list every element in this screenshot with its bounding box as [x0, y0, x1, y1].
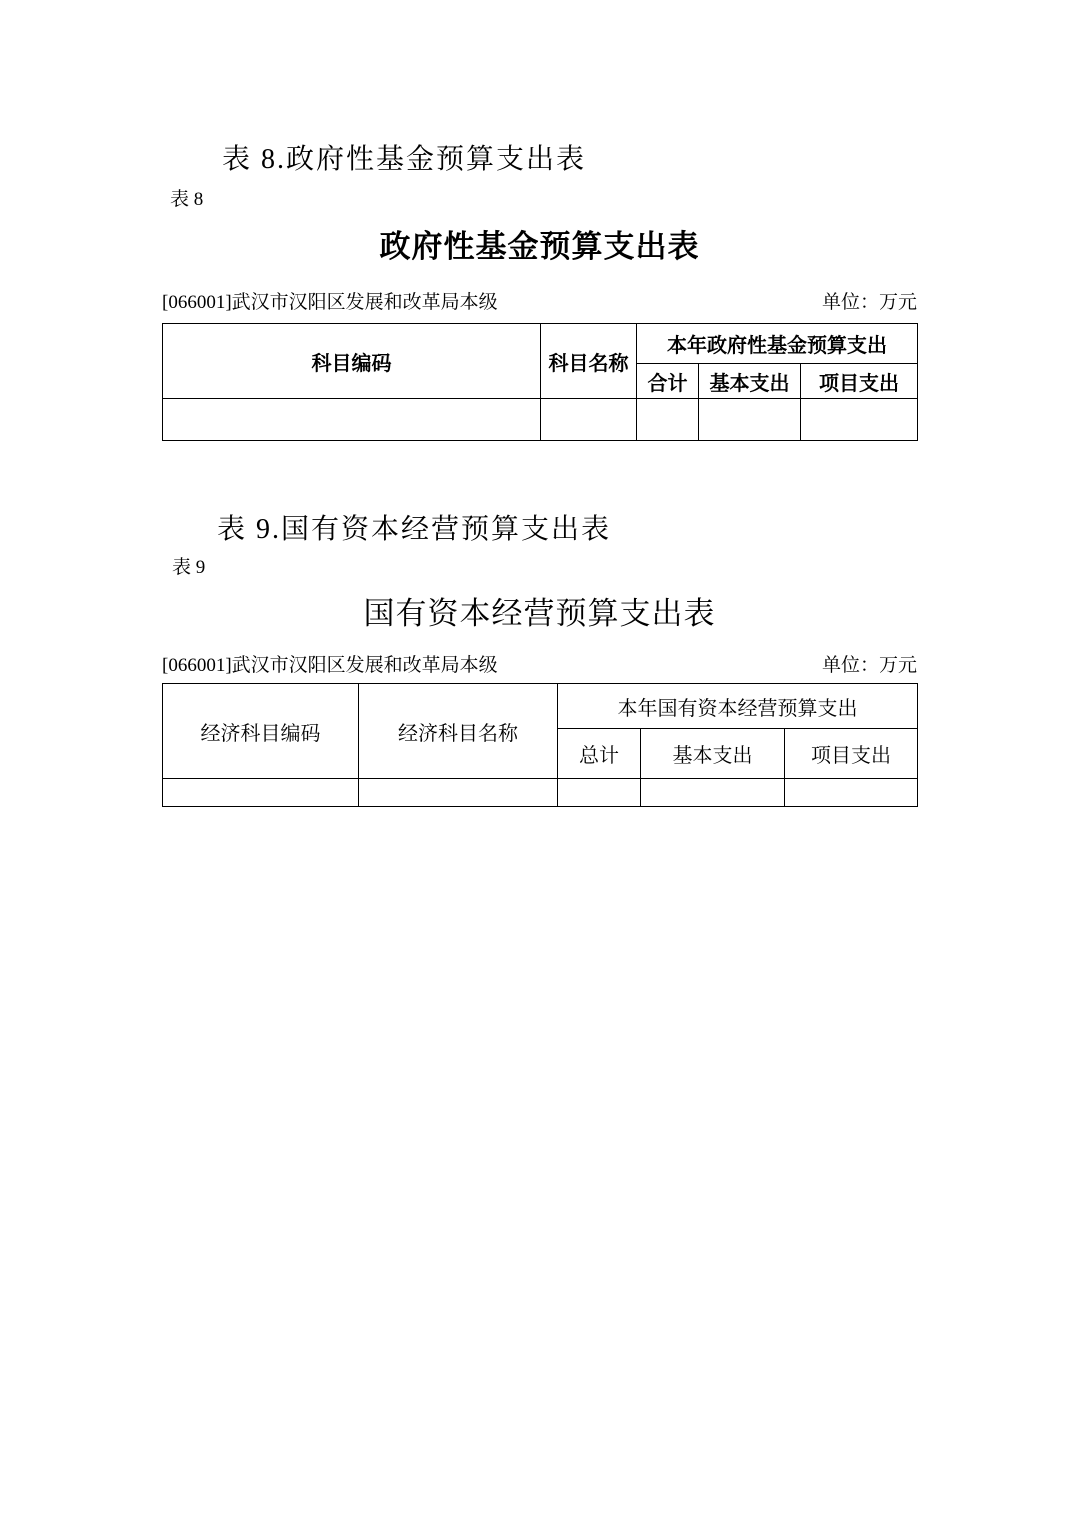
empty-data-cell [541, 399, 637, 441]
table-8-header-subject-name: 科目名称 [541, 324, 637, 399]
table-9-header-economic-subject-name: 经济科目名称 [359, 684, 558, 779]
table-9-header-group: 本年国有资本经营预算支出 [558, 684, 918, 729]
table-9-empty-data-row [163, 779, 918, 807]
empty-data-cell [359, 779, 558, 807]
empty-data-cell [637, 399, 699, 441]
table-8-org-name: [066001]武汉市汉阳区发展和改革局本级 [162, 292, 498, 313]
empty-data-cell [163, 779, 359, 807]
table-8-header-project-expenditure: 项目支出 [801, 364, 918, 399]
outline-heading-table-8: 表 8.政府性基金预算支出表 [222, 144, 587, 175]
table-8-header-basic-expenditure: 基本支出 [699, 364, 801, 399]
table-label-8: 表 8 [170, 189, 204, 210]
table-9-header-project-expenditure: 项目支出 [785, 729, 918, 779]
table-9-header-economic-subject-code: 经济科目编码 [163, 684, 359, 779]
table-8-header-group: 本年政府性基金预算支出 [637, 324, 918, 364]
empty-data-cell [558, 779, 641, 807]
table-8-title: 政府性基金预算支出表 [379, 229, 700, 264]
table-9-header-total: 总计 [558, 729, 641, 779]
table-8-header-row-1 [163, 324, 918, 364]
table-8-header-total: 合计 [637, 364, 699, 399]
table-9-org-name: [066001]武汉市汉阳区发展和改革局本级 [162, 655, 498, 676]
table-8-info-line [162, 291, 917, 314]
state-capital-budget-table [162, 683, 918, 807]
government-fund-budget-table [162, 323, 918, 441]
table-label-9: 表 9 [172, 557, 206, 578]
table-9-header-basic-expenditure: 基本支出 [641, 729, 785, 779]
table-8-empty-data-row [163, 399, 918, 441]
empty-data-cell [163, 399, 541, 441]
table-8-header-subject-code: 科目编码 [163, 324, 541, 399]
table-9-title: 国有资本经营预算支出表 [363, 596, 716, 631]
empty-data-cell [699, 399, 801, 441]
outline-heading-table-9: 表 9.国有资本经营预算支出表 [217, 514, 612, 545]
table-8-unit-label: 单位：万元 [821, 292, 917, 313]
empty-data-cell [785, 779, 918, 807]
table-9-info-line [162, 654, 917, 677]
table-9-header-row-1 [163, 684, 918, 729]
empty-data-cell [801, 399, 918, 441]
table-9-unit-label: 单位：万元 [821, 655, 917, 676]
empty-data-cell [641, 779, 785, 807]
